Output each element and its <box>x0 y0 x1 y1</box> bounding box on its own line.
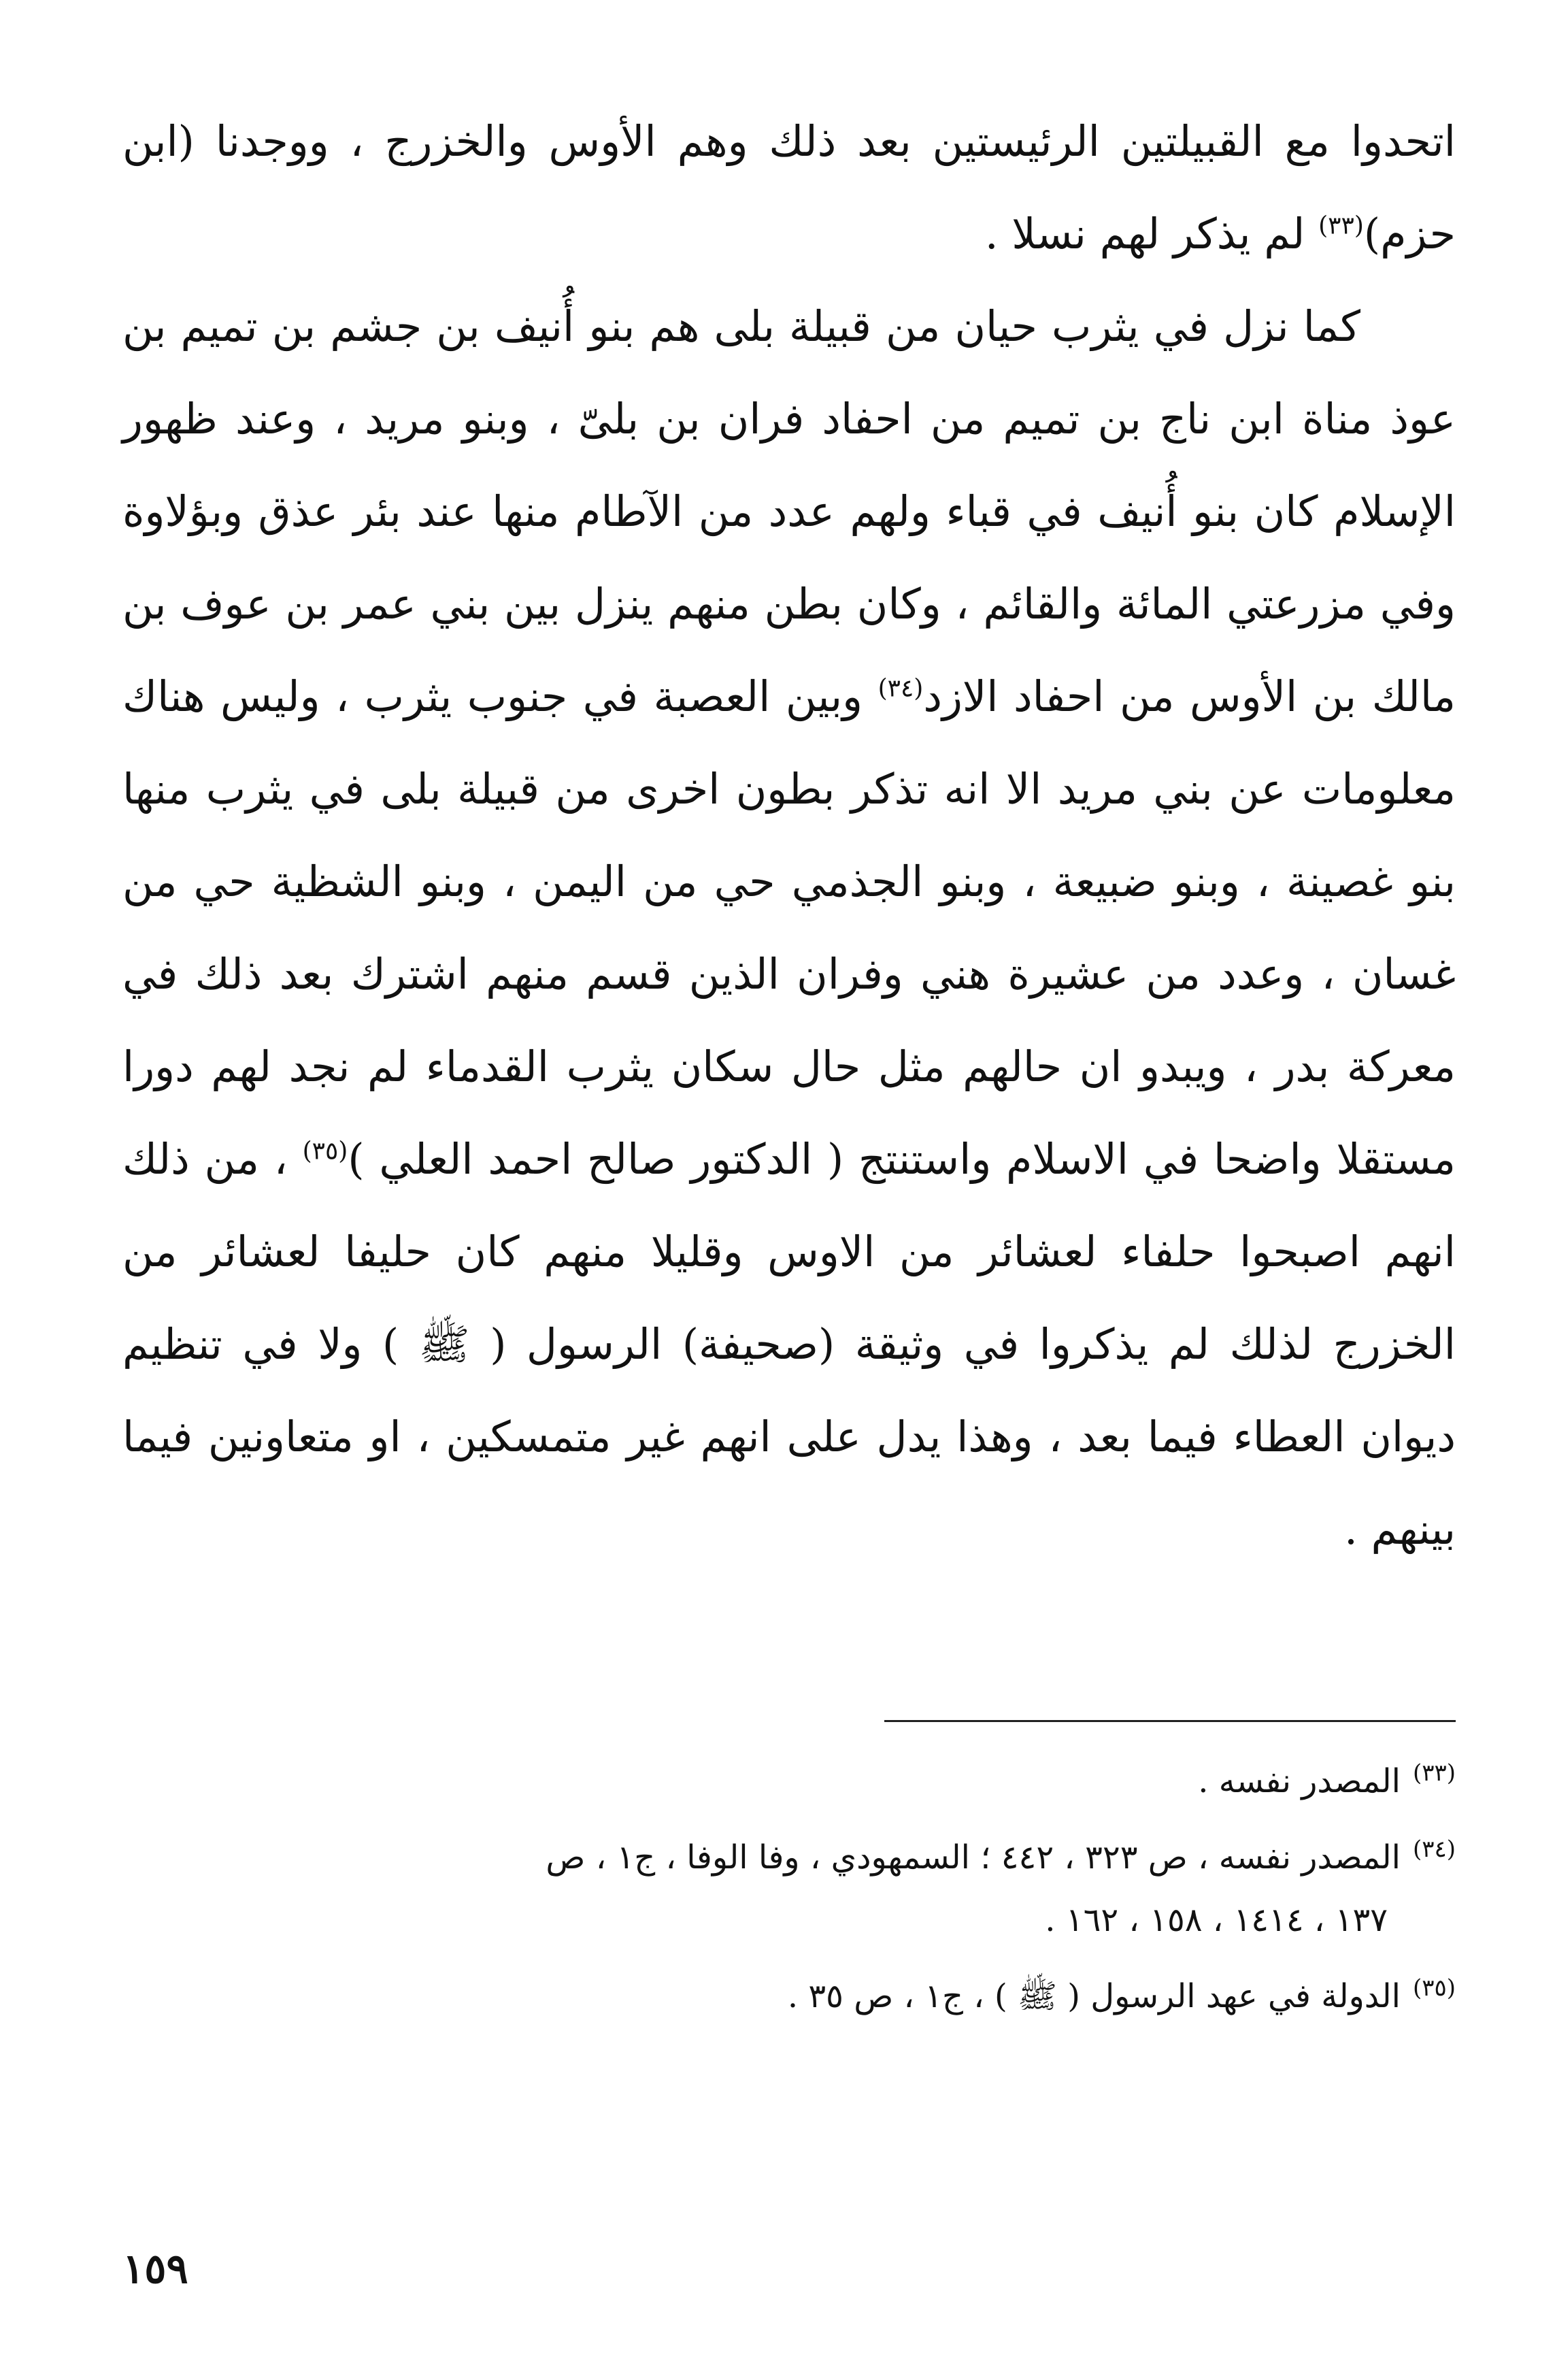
footnote-33 <box>122 1742 1456 1813</box>
paragraph-1-text-b: لم يذكر لهم نسلا . <box>984 209 1319 259</box>
footnote-text: الدولة في عهد الرسول ( ﷺ ) ، ج١ ، ص ٣٥ . <box>787 1977 1401 2015</box>
paragraph-2-text-c: ، من ذلك انهم اصبحوا حلفاء لعشائر من الاوس وقليلا منهم كان حليفا لعشائر من الخزرج لذلك لم يذكروا في وثيقة (صحيفة) الرسول ( ﷺ ) ولا في تنظيم ديوان العطاء فيما بعد ، وهذا يدل على انهم غير متمسكين ، او متعاونين فيما بينهم . <box>122 1134 1456 1554</box>
footnote-text: المصدر نفسه . <box>1198 1762 1401 1800</box>
footnote-marker: (٣٤) <box>1412 1836 1456 1863</box>
footnote-divider <box>884 1720 1456 1722</box>
footnote-ref-35: (٣٥) <box>302 1137 348 1166</box>
footnote-continuation: ١٣٧ ، ١٤١٤ ، ١٥٨ ، ١٦٢ . <box>1045 1901 1388 1939</box>
footnote-marker: (٣٥) <box>1412 1974 1456 2002</box>
footnote-marker: (٣٣) <box>1412 1759 1456 1787</box>
footnote-ref-34: (٣٤) <box>877 674 924 703</box>
paragraph-1-text-a: اتحدوا مع القبيلتين الرئيستين بعد ذلك وهم الأوس والخزرج ، ووجدنا (ابن حزم) <box>122 116 1456 259</box>
footnote-35 <box>122 1957 1456 2028</box>
page-number: ١٥٩ <box>122 2245 188 2293</box>
footnote-text: المصدر نفسه ، ص ٣٢٣ ، ٤٤٢ ؛ السمهودي ، وفا الوفا ، ج١ ، ص <box>546 1838 1401 1877</box>
paragraph-2 <box>122 280 1456 1576</box>
main-text <box>122 95 1456 1576</box>
paragraph-2-text-b: وبين العصبة في جنوب يثرب ، وليس هناك معلومات عن بني مريد الا انه تذكر بطون اخرى من قبيلة بلى في يثرب منها بنو غصينة ، وبنو ضبيعة ، وبنو الجذمي حي من اليمن ، وبنو الشظية حي من غسان ، وعدد من عشيرة هني وفران الذين قسم منهم اشترك بعد ذلك في معركة بدر ، ويبدو ان حالهم مثل حال سكان يثرب القدماء لم نجد لهم دورا مستقلا واضحا في الاسلام واستنتج ( الدكتور صالح احمد العلي ) <box>122 672 1456 1184</box>
paragraph-2-text-a: كما نزل في يثرب حيان من قبيلة بلى هم بنو أُنيف بن جشم بن تميم بن عوذ مناة ابن ناج بن تميم من احفاد فران بن بلىّ ، وبنو مريد ، وعند ظهور الإسلام كان بنو أُنيف في قباء ولهم عدد من الآطام منها عند بئر عذق وبؤلاوة وفي مزرعتي المائة والقائم ، وكان بطن منهم ينزل بين بني عمر بن عوف بن مالك بن الأوس من احفاد الازد <box>122 301 1456 721</box>
paragraph-1 <box>122 95 1456 280</box>
footnote-34 <box>122 1818 1456 1951</box>
footnotes <box>122 1742 1456 2033</box>
footnote-ref-33: (٣٣) <box>1318 212 1364 240</box>
